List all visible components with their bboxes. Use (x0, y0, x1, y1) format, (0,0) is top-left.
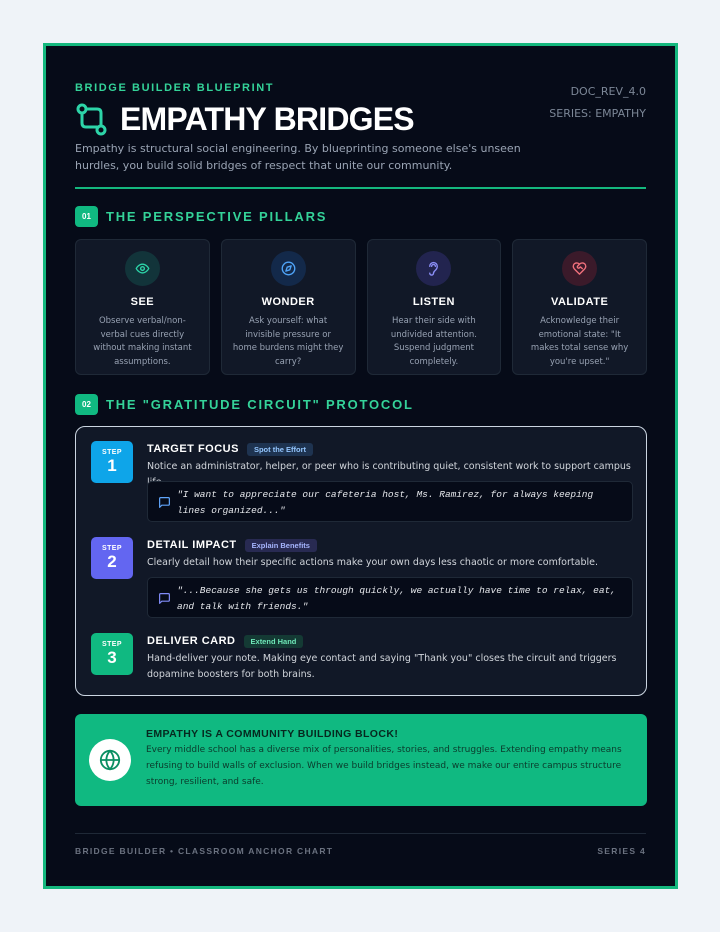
page-title: EMPATHY BRIDGES (120, 101, 414, 137)
pillar-card-validate (512, 239, 647, 375)
compass-icon (271, 251, 306, 286)
pillars (75, 239, 647, 375)
pillar-title: WONDER (261, 296, 315, 308)
section-title: THE "GRATITUDE CIRCUIT" PROTOCOL (106, 397, 414, 412)
section-header-pillars (75, 206, 327, 227)
series-label: SERIES: EMPATHY (549, 107, 646, 120)
quote-text: "...Because she gets us through quickly, we actually have time to relax, eat, and talk with friends." (177, 585, 616, 612)
pillar-text: Hear their side with undivided attention. Suspend judgment completely. (390, 316, 477, 367)
footer-divider (75, 833, 646, 834)
protocol-panel (75, 426, 647, 696)
step-label: STEP (102, 449, 122, 456)
step-title: DELIVER CARD (147, 635, 236, 647)
divider (75, 187, 646, 189)
step-tag: Spot the Effort (247, 443, 313, 456)
eyebrow: BRIDGE BUILDER BLUEPRINT (75, 82, 275, 94)
pillar-title: LISTEN (412, 296, 455, 308)
footer-right: SERIES 4 (597, 846, 646, 856)
section-number: 01 (75, 206, 98, 227)
message-icon (158, 496, 171, 509)
step-label: STEP (102, 545, 122, 552)
step-label: STEP (102, 641, 122, 648)
section-number: 02 (75, 394, 98, 415)
intro-text: Empathy is structural social engineering. By blueprinting someone else's unseen hurdles, you build solid bridges of respect that unite our community. (75, 142, 521, 172)
step-number: 3 (107, 648, 117, 667)
pillar-card-wonder (221, 239, 356, 375)
globe-icon (89, 739, 131, 781)
step-badge (91, 537, 133, 579)
step-text: Notice an administrator, helper, or peer who is contributing quiet, consistent work to support campus (147, 461, 631, 472)
quote-text: "I want to appreciate our cafeteria host, Ms. Ramirez, for always keeping lines organized..." (177, 489, 594, 516)
eye-icon (125, 251, 160, 286)
community-callout (75, 714, 647, 806)
step-tag: Extend Hand (244, 635, 304, 648)
quote-box (147, 481, 633, 522)
quote-box (147, 577, 633, 618)
pillar-text: Observe verbal/non-verbal cues directly without making instant assumptions. (93, 316, 192, 367)
step-text: Hand-deliver your note. Making eye contact and saying "Thank you" closes the circuit and triggers dopamine boosters for both brains. (147, 653, 617, 680)
message-icon (158, 592, 171, 605)
step-text: Clearly detail how their specific actions make your own days less chaotic or more comfortable. (147, 557, 598, 568)
route-icon (75, 103, 108, 136)
pillar-card-see (75, 239, 210, 375)
step-body (147, 537, 635, 571)
section-title: THE PERSPECTIVE PILLARS (106, 209, 328, 224)
step-badge (91, 441, 133, 483)
step-title: DETAIL IMPACT (147, 539, 237, 551)
heart-handshake-icon (562, 251, 597, 286)
section-header-protocol (75, 394, 414, 415)
callout-title: EMPATHY IS A COMMUNITY BUILDING BLOCK! (146, 728, 399, 740)
step-badge (91, 633, 133, 675)
pillar-text: Ask yourself: what invisible pressure or home burdens might they carry? (232, 316, 344, 367)
step-title: TARGET FOCUS (147, 443, 239, 455)
poster (43, 43, 678, 889)
ear-icon (416, 251, 451, 286)
pillar-title: SEE (130, 296, 155, 308)
pillar-card-listen (367, 239, 502, 375)
pillar-text: Acknowledge their emotional state: "It makes total sense why you're upset." (530, 316, 629, 367)
callout-text: Every middle school has a diverse mix of personalities, stories, and struggles. Extending empathy means refusing to build walls of exclusion. When we build bridges instead, we make our entire campus structure strong, resilient, and safe. (146, 745, 622, 787)
title-row (75, 101, 414, 138)
doc-revision: DOC_REV_4.0 (570, 85, 646, 98)
footer-left: BRIDGE BUILDER • CLASSROOM ANCHOR CHART (75, 846, 334, 856)
step-body (147, 633, 635, 682)
step-tag: Explain Benefits (245, 539, 317, 552)
pillar-title: VALIDATE (550, 296, 609, 308)
step-number: 1 (107, 456, 117, 475)
step-number: 2 (107, 552, 117, 571)
